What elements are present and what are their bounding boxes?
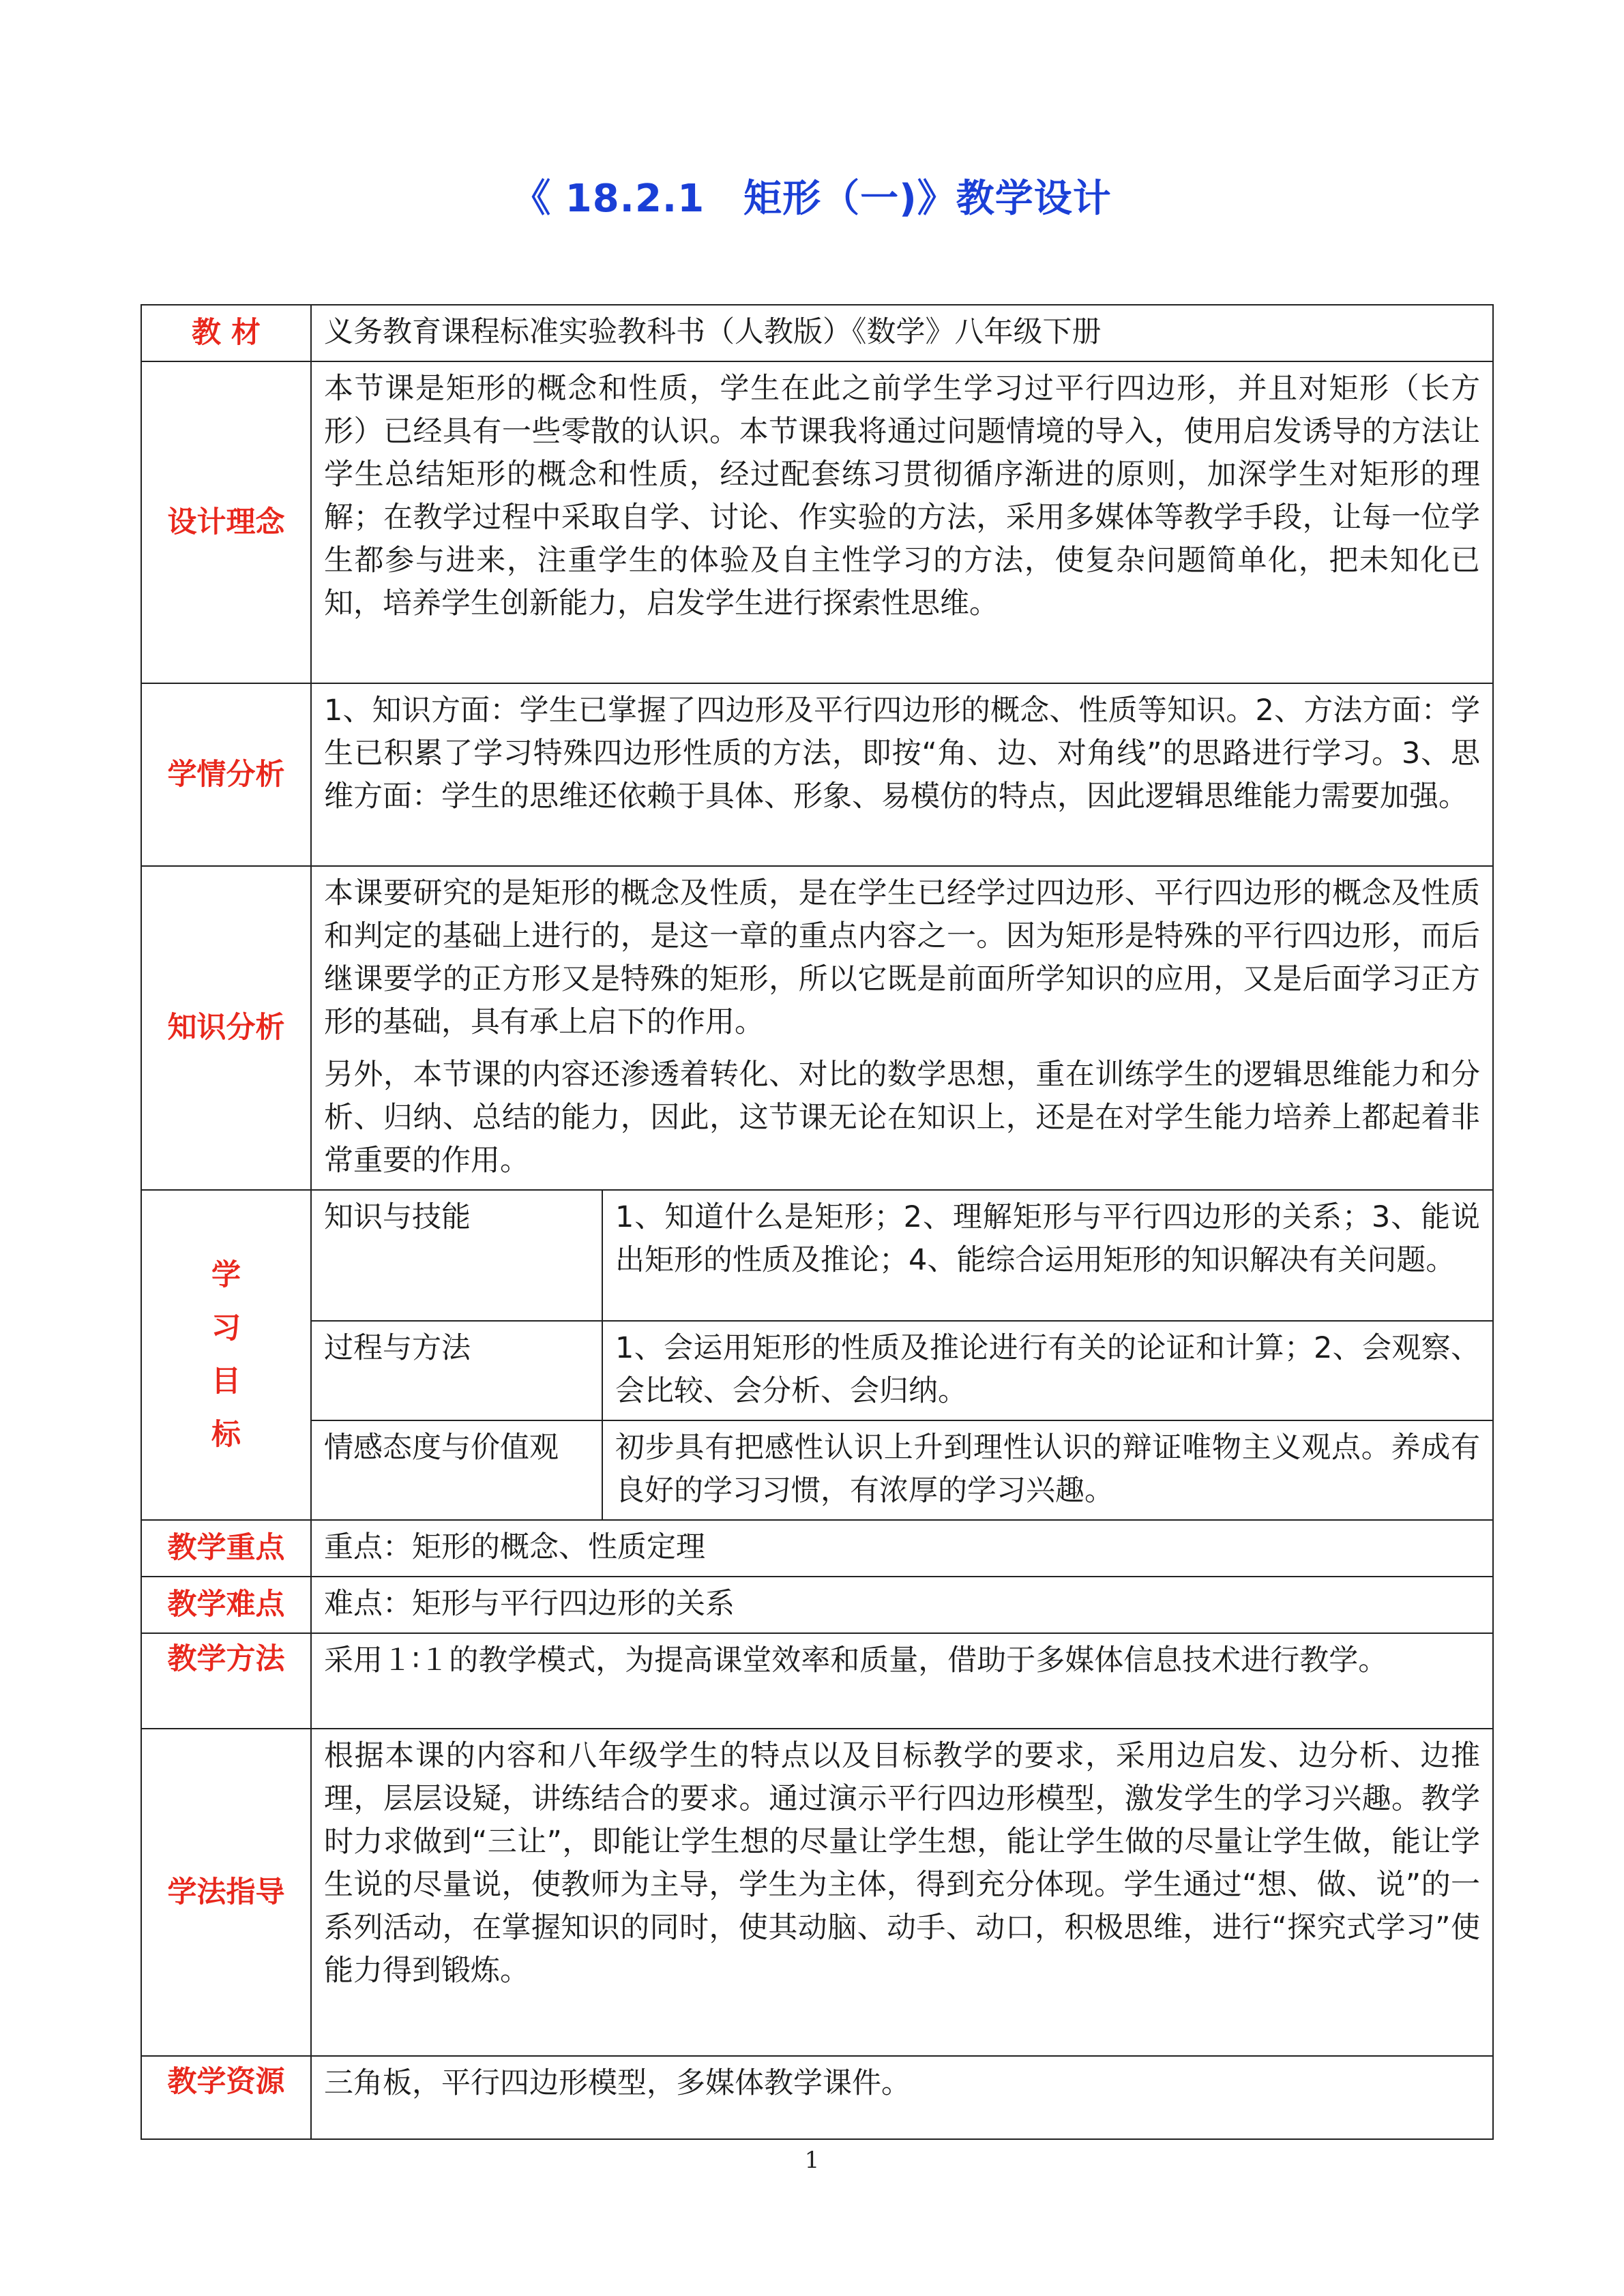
label-teaching-method: 教学方法	[141, 1633, 311, 1729]
goal-name: 知识与技能	[311, 1190, 602, 1321]
content-key-point: 重点：矩形的概念、性质定理	[311, 1520, 1493, 1577]
page-number: 1	[804, 2147, 820, 2174]
label-goals-char: 目	[211, 1365, 241, 1399]
row-teaching-method	[141, 1633, 1493, 1729]
row-design-concept	[141, 361, 1493, 683]
goal-content: 1、会运用矩形的性质及推论进行有关的论证和计算；2、会观察、会比较、会分析、会归纳。	[602, 1321, 1493, 1420]
content-learning-guide: 根据本课的内容和八年级学生的特点以及目标教学的要求，采用边启发、边分析、边推理，层层设疑，讲练结合的要求。通过演示平行四边形模型，激发学生的学习兴趣。教学时力求做到“三让”，即能让学生想的尽量让学生想，能让学生做的尽量让学生做，能让学生说的尽量说，使教师为主导，学生为主体，得到充分体现。学生通过“想、做、说”的一系列活动，在掌握知识的同时，使其动脑、动手、动口，积极思维，进行“探究式学习”使能力得到锻炼。	[311, 1729, 1493, 2056]
row-knowledge-analysis	[141, 866, 1493, 1190]
row-student-analysis	[141, 683, 1493, 866]
label-key-point: 教学重点	[141, 1520, 311, 1577]
label-teaching-resources: 教学资源	[141, 2056, 311, 2139]
content-teaching-resources: 三角板，平行四边形模型，多媒体教学课件。	[311, 2056, 1493, 2139]
knowledge-paragraph-1: 本课要研究的是矩形的概念及性质，是在学生已经学过四边形、平行四边形的概念及性质和判定的基础上进行的，是这一章的重点内容之一。因为矩形是特殊的平行四边形，而后继课要学的正方形又是特殊的矩形，所以它既是前面所学知识的应用，又是后面学习正方形的基础，具有承上启下的作用。	[324, 876, 1480, 1039]
label-knowledge-analysis: 知识分析	[141, 866, 311, 1190]
row-learning-guide	[141, 1729, 1493, 2056]
content-textbook: 义务教育课程标准实验教科书（人教版）《数学》八年级下册	[311, 305, 1493, 361]
content-teaching-method: 采用１∶１的教学模式，为提高课堂效率和质量，借助于多媒体信息技术进行教学。	[311, 1633, 1493, 1729]
goal-name: 情感态度与价值观	[311, 1420, 602, 1520]
label-textbook: 教 材	[141, 305, 311, 361]
knowledge-paragraph-2: 另外，本节课的内容还渗透着转化、对比的数学思想，重在训练学生的逻辑思维能力和分析、归纳、总结的能力，因此，这节课无论在知识上，还是在对学生能力培养上都起着非常重要的作用。	[324, 1058, 1480, 1178]
content-knowledge-analysis	[311, 866, 1493, 1190]
row-textbook	[141, 305, 1493, 361]
label-difficult-point: 教学难点	[141, 1577, 311, 1633]
label-goals-char: 标	[211, 1418, 241, 1452]
row-goal-attitude-values	[141, 1420, 1493, 1520]
content-design-concept: 本节课是矩形的概念和性质，学生在此之前学生学习过平行四边形，并且对矩形（长方形）已经具有一些零散的认识。本节课我将通过问题情境的导入，使用启发诱导的方法让学生总结矩形的概念和性质，经过配套练习贯彻循序渐进的原则，加深学生对矩形的理解；在教学过程中采取自学、讨论、作实验的方法，采用多媒体等教学手段，让每一位学生都参与进来，注重学生的体验及自主性学习的方法，使复杂问题简单化，把未知化已知，培养学生创新能力，启发学生进行探索性思维。	[311, 361, 1493, 683]
row-goal-knowledge-skills	[141, 1190, 1493, 1321]
row-teaching-resources	[141, 2056, 1493, 2139]
label-design-concept: 设计理念	[141, 361, 311, 683]
content-difficult-point: 难点：矩形与平行四边形的关系	[311, 1577, 1493, 1633]
content-student-analysis: 1、知识方面：学生已掌握了四边形及平行四边形的概念、性质等知识。2、方法方面：学生已积累了学习特殊四边形性质的方法，即按“角、边、对角线”的思路进行学习。3、思维方面：学生的思维还依赖于具体、形象、易模仿的特点，因此逻辑思维能力需要加强。	[311, 683, 1493, 866]
label-learning-goals	[141, 1190, 311, 1520]
label-student-analysis: 学情分析	[141, 683, 311, 866]
row-difficult-point	[141, 1577, 1493, 1633]
goal-name: 过程与方法	[311, 1321, 602, 1420]
row-key-point	[141, 1520, 1493, 1577]
label-learning-guide: 学法指导	[141, 1729, 311, 2056]
document-title: 《 18.2.1 矩形（一)》教学设计	[512, 177, 1112, 221]
label-goals-char: 习	[211, 1311, 241, 1345]
goal-content: 初步具有把感性认识上升到理性认识的辩证唯物主义观点。养成有良好的学习习惯，有浓厚的学习兴趣。	[602, 1420, 1493, 1520]
label-goals-char: 学	[211, 1258, 241, 1292]
goal-content: 1、知道什么是矩形；2、理解矩形与平行四边形的关系；3、能说出矩形的性质及推论；4、能综合运用矩形的知识解决有关问题。	[602, 1190, 1493, 1321]
row-goal-process-methods	[141, 1321, 1493, 1420]
lesson-plan-table	[141, 304, 1494, 2140]
